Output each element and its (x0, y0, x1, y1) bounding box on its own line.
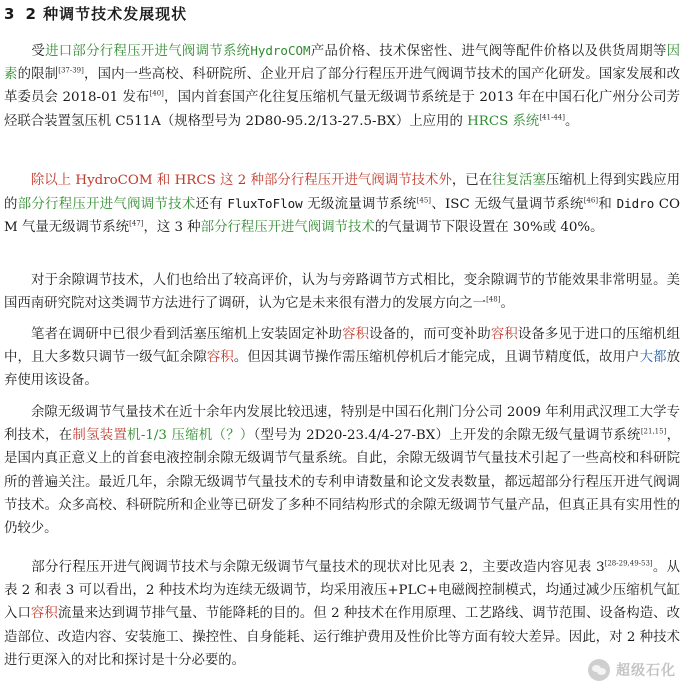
paragraph-1 (4, 39, 680, 133)
text-run: 还有 (195, 197, 228, 213)
text-run: 放弃使用该设备。 (4, 350, 681, 389)
paragraph-2 (4, 169, 680, 240)
citation: [47] (129, 219, 144, 228)
citation: [21,15] (640, 427, 667, 436)
text-run (4, 173, 31, 188)
highlight-red: 容积 (342, 327, 370, 342)
text-run: 部分行程压开进气阀调节技术与余隙无级调节气量技术的现状对比见表 2，主要改造内容见表 3 (4, 560, 605, 575)
text-run: 的气量调节下限设置在 30%或 40%。 (374, 220, 604, 236)
citation: [48] (486, 295, 501, 304)
paragraph-3 (4, 269, 680, 315)
highlight-green: 往复活塞 (492, 173, 546, 188)
highlight-green: 部分行程压开进气阀调节技术 (200, 220, 375, 236)
text-run: 。 (500, 296, 514, 312)
product-name: Didro (616, 196, 655, 212)
text-run: 对于余隙调节技术，人们也给出了较高评价，认为与旁路调节方式相比，变余隙调节的节能效果非常明显。美国西南研究院对这类调节方法进行了调研，认为它是未来很有潜力的发展方向之一 (4, 273, 680, 312)
highlight-blue: 大都 (639, 350, 667, 366)
highlight-green: 机-1/3 压缩机（？） (127, 428, 254, 444)
text-run: 设备多见于进口的压缩机组中，且大多数只调节一级气缸余隙 (4, 327, 681, 366)
text-run: 产品价格、技术保密性、进气阀等配件价格以及供货周期等 (310, 44, 667, 59)
text-run: （型号为 2D20-23.4/4-27-BX）上开发的余隙无级气量调节系统 (253, 428, 641, 444)
wechat-icon (588, 659, 610, 681)
text-run: 余隙无级调节气量技术在近十余年内发展比较迅速，特别是中国石化荆门分公司 2009 年利用武汉理工大学专利技术，在 (4, 405, 680, 444)
text-run: COM 气量无级调节系统 (4, 197, 681, 236)
highlight-green: 进口部分行程压开进气阀调节系统 (45, 44, 251, 59)
citation: [28-29,49-53] (604, 559, 653, 568)
text-run: 流量来达到调节排气量、节能降耗的目的。但 2 种技术在作用原理、工艺路线、调节范围、设备构造、改造部位、改造内容、安装施工、操控性、自身能耗、运行维护费用及性价比等方面有较大差异。因此，对 2 种技术进行更深入的对比和探讨是十分必要的。 (4, 606, 681, 668)
text-run: ，国内首套国产化往复压缩机气量无级调节系统是于 2013 年在中国石化广州分公司芳烃联合装置氢压机 C511A（规格型号为 2D80-95.2/13-27.5-BX）上应用的 (4, 90, 680, 129)
citation: [46] (583, 196, 599, 205)
highlight-red: 除以上 HydroCOM 和 HRCS 这 2 种部分行程压开进气阀调节技术外 (30, 173, 452, 188)
text-run: ，已在 (451, 173, 493, 188)
text-run: 受 (4, 44, 46, 59)
highlight-green: HydroCOM (250, 43, 311, 58)
text-run: ，国内一些高校、科研院所、企业开启了部分行程压开进气阀调节技术的国产化研发。国家发展和改革委员会 2018-01 发布 (4, 67, 681, 106)
highlight-red: 容积 (30, 606, 58, 622)
section-title: 2 种调节技术发展现状 (25, 5, 188, 23)
text-run: ，是国内真正意义上的首套电液控制余隙无级调节气量系统。自此，余隙无级调节气量技术引起了一些高校和科研院所的普遍关注。最近几年，余隙无级调节气量技术的专利申请数量和论文发表数量，都远超部分行程压开进气阀调节技术。众多高校、科研院所和企业等已研发了多种不同结构形式的余隙无级调节气量产品，但真正具有实用性的仍较少。 (4, 428, 681, 537)
highlight-red: 制氢装置 (72, 428, 128, 444)
paragraph-6 (4, 556, 680, 672)
section-number: 3 (4, 5, 16, 23)
watermark-text: 超级石化 (616, 663, 676, 679)
text-run: 笔者在调研中已很少看到活塞压缩机上安装固定补助 (4, 327, 343, 342)
text-run: 。但因其调节操作需压缩机停机后才能完成，且调节精度低，故用户 (233, 350, 640, 366)
section-heading (4, 3, 187, 24)
highlight-red: 容积 (490, 327, 518, 342)
text-run: 。 (564, 113, 579, 129)
highlight-green: 部分行程压开进气阀调节技术 (17, 197, 196, 213)
text-run: 的限制 (17, 67, 59, 83)
citation: [37-39] (58, 66, 84, 75)
citation: [45] (416, 196, 432, 205)
highlight-green: HRCS 系统 (467, 113, 540, 129)
text-run: ，这 3 种 (143, 220, 201, 236)
highlight-green: 因素 (4, 44, 681, 83)
paragraph-5 (4, 401, 680, 540)
text-run: 设备的，而可变补助 (369, 327, 491, 342)
citation: [41-44] (539, 113, 565, 122)
citation: [40] (149, 89, 164, 98)
text-run: 。从表 2 和表 3 可以看出，2 种技术均为连续无级调节，均采用液压+PLC+电磁阀控制模式，均通过减少压缩机气缸入口 (4, 560, 680, 622)
text-run: 无级流量调节系统 (302, 197, 417, 213)
highlight-red: 容积 (206, 350, 234, 366)
watermark (588, 659, 676, 681)
text-run: 压缩机上得到实践应用的 (4, 173, 681, 213)
text-run: 和 (598, 197, 617, 213)
text-run: 、ISC 无级气量调节系统 (431, 197, 584, 213)
product-name: FluxToFlow (227, 196, 303, 212)
paragraph-4 (4, 323, 680, 393)
